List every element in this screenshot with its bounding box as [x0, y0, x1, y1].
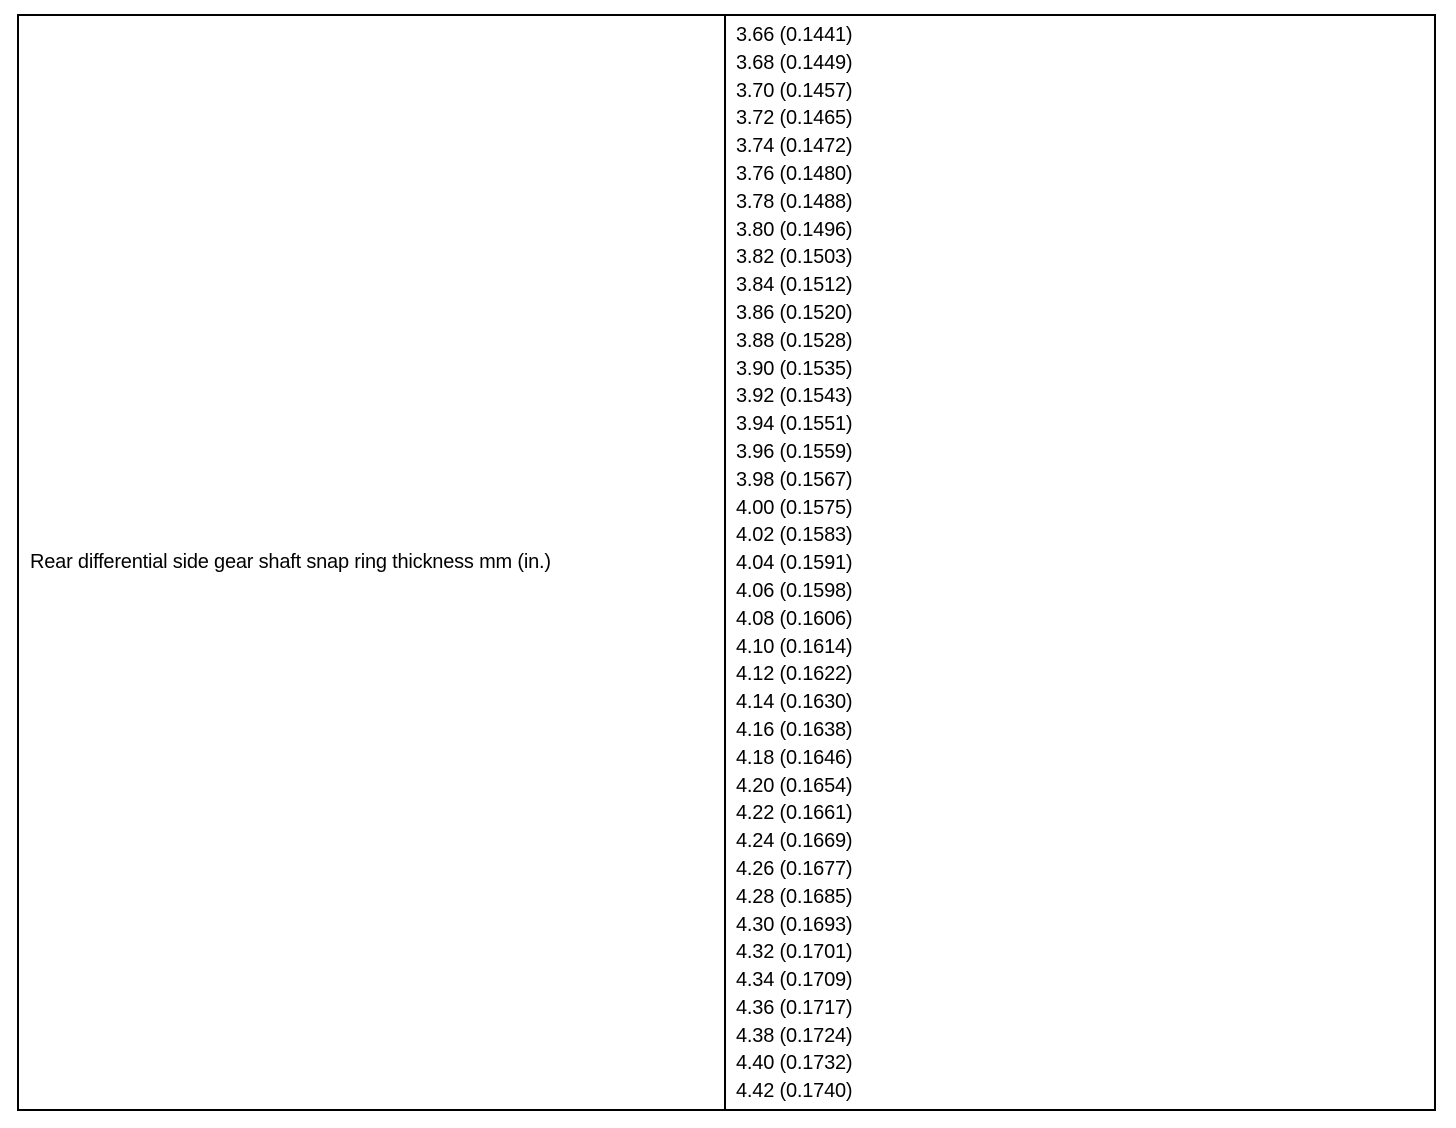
spec-value-item: 4.40 (0.1732) [736, 1052, 853, 1075]
spec-label: Rear differential side gear shaft snap ring thickness mm (in.) [30, 551, 551, 573]
spec-value-item: 3.72 (0.1465) [736, 107, 853, 130]
spec-value-item: 4.06 (0.1598) [736, 579, 853, 602]
spec-value-item: 4.36 (0.1717) [736, 996, 853, 1019]
spec-values-cell [726, 16, 1434, 1109]
spec-value-item: 3.80 (0.1496) [736, 218, 853, 241]
spec-value-item: 4.30 (0.1693) [736, 913, 853, 936]
spec-value-item: 3.98 (0.1567) [736, 468, 853, 491]
spec-value-item: 3.82 (0.1503) [736, 246, 853, 269]
spec-value-item: 3.88 (0.1528) [736, 329, 853, 352]
spec-value-item: 3.78 (0.1488) [736, 190, 853, 213]
spec-value-item: 4.14 (0.1630) [736, 691, 853, 714]
spec-value-item: 4.12 (0.1622) [736, 663, 853, 686]
spec-value-item: 4.34 (0.1709) [736, 969, 853, 992]
spec-value-item: 4.22 (0.1661) [736, 802, 853, 825]
spec-label-cell [19, 16, 726, 1109]
spec-value-item: 4.26 (0.1677) [736, 857, 853, 880]
spec-value-item: 3.68 (0.1449) [736, 51, 853, 74]
spec-value-item: 4.32 (0.1701) [736, 941, 853, 964]
spec-value-item: 4.24 (0.1669) [736, 830, 853, 853]
spec-value-list [736, 22, 1434, 1106]
spec-value-item: 4.18 (0.1646) [736, 746, 853, 769]
spec-value-item: 3.94 (0.1551) [736, 413, 853, 436]
spec-value-item: 3.66 (0.1441) [736, 24, 853, 46]
spec-value-item: 4.08 (0.1606) [736, 607, 853, 630]
spec-value-item: 3.76 (0.1480) [736, 162, 853, 185]
spec-value-item: 4.38 (0.1724) [736, 1024, 853, 1047]
spec-value-item: 4.16 (0.1638) [736, 718, 853, 741]
spec-value-item: 4.20 (0.1654) [736, 774, 853, 797]
spec-value-item: 3.84 (0.1512) [736, 274, 853, 297]
spec-value-item: 3.74 (0.1472) [736, 135, 853, 158]
spec-value-item: 4.02 (0.1583) [736, 524, 853, 547]
spec-value-item: 4.04 (0.1591) [736, 552, 853, 575]
spec-value-item: 3.92 (0.1543) [736, 385, 853, 408]
spec-value-item: 4.42 (0.1740) [736, 1080, 853, 1103]
spec-value-item: 4.10 (0.1614) [736, 635, 853, 658]
spec-value-item: 3.70 (0.1457) [736, 79, 853, 102]
spec-value-item: 3.90 (0.1535) [736, 357, 853, 380]
spec-table [17, 14, 1436, 1111]
spec-value-item: 3.86 (0.1520) [736, 301, 853, 324]
spec-value-item: 4.28 (0.1685) [736, 885, 853, 908]
spec-value-item: 4.00 (0.1575) [736, 496, 853, 519]
spec-value-item: 3.96 (0.1559) [736, 440, 853, 463]
